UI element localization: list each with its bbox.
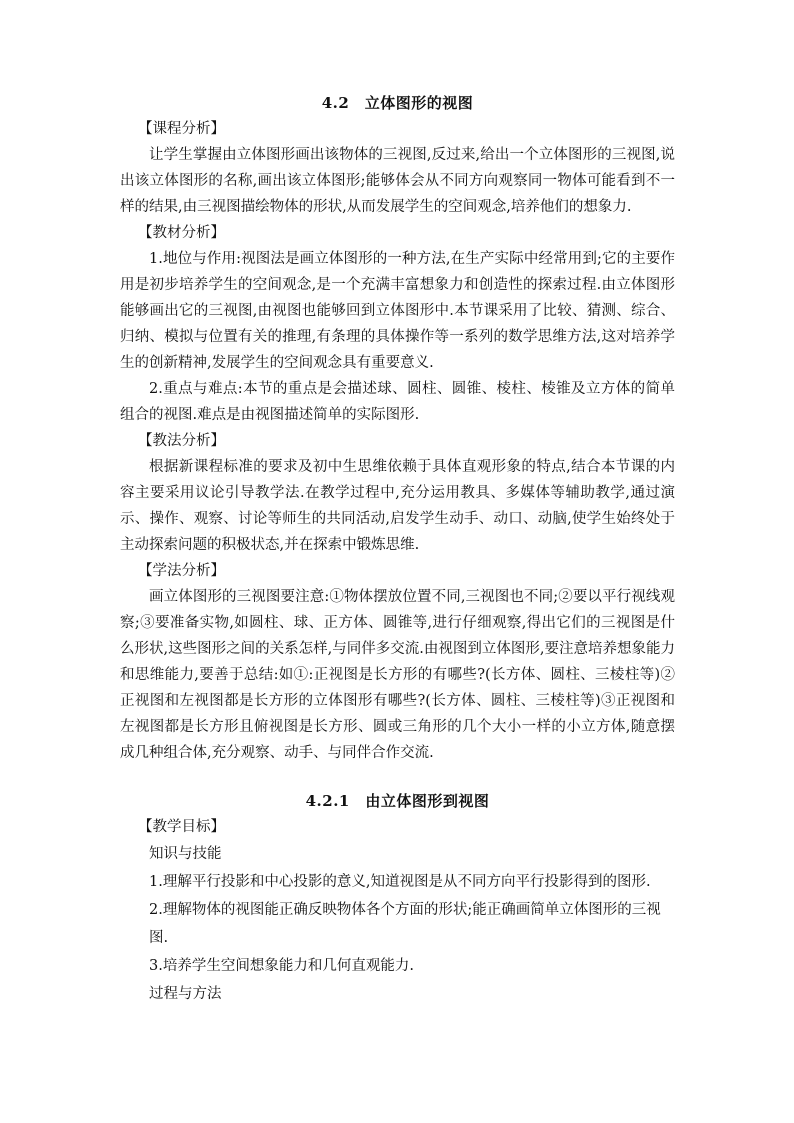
teaching-goals-heading: 【教学目标】 <box>138 819 225 835</box>
subsection-title: 4.2.1 由立体图形到视图 <box>305 792 490 810</box>
textbook-analysis-paragraph-1: 1.地位与作用:视图法是画立体图形的一种方法,在生产实际中经常用到;它的主要作用是初步培养学生的空间观念,是一个充满丰富想象力和创造性的探索过程.由立体图形能够画出它的三视图,由视图也能够回到立体图形中.本节课采用了比较、猜测、综合、归纳、模拟与位置有关的推理,有条理的具体操作等一系列的数学思维方法,这对培养学生的创新精神,发展学生的空间观念具有重要意义. <box>120 251 675 371</box>
course-analysis-text: 让学生掌握由立体图形画出该物体的三视图,反过来,给出一个立体图形的三视图,说出该立体图形的名称,画出该立体图形;能够体会从不同方向观察同一物体可能看到不一样的结果,由三视图描绘物体的形状,从而发展学生的空间观念,培养他们的想象力. <box>120 147 675 215</box>
learning-method-heading: 【学法分析】 <box>138 563 225 579</box>
textbook-analysis-heading: 【教材分析】 <box>138 225 225 241</box>
goal-item-2: 2.理解物体的视图能正确反映物体各个方面的形状;能正确画简单立体图形的三视图. <box>149 902 661 946</box>
textbook-analysis-paragraph-2: 2.重点与难点:本节的重点是会描述球、圆柱、圆锥、棱柱、棱锥及立方体的简单组合的视图.难点是由视图描述简单的实际图形. <box>120 381 675 423</box>
teaching-method-heading: 【教法分析】 <box>138 433 225 449</box>
section-title: 4.2 立体图形的视图 <box>321 94 474 112</box>
process-method-label: 过程与方法 <box>149 986 222 1002</box>
course-analysis-heading: 【课程分析】 <box>138 121 225 137</box>
goal-item-1: 1.理解平行投影和中心投影的意义,知道视图是从不同方向平行投影得到的图形. <box>149 874 651 890</box>
document-content <box>120 92 675 1008</box>
teaching-method-text: 根据新课程标准的要求及初中生思维依赖于具体直观形象的特点,结合本节课的内容主要采用议论引导教学法.在教学过程中,充分运用教具、多媒体等辅助教学,通过演示、操作、观察、讨论等师生的共同活动,启发学生动手、动口、动脑,使学生始终处于主动探索问题的积极状态,并在探索中锻炼思维. <box>120 459 675 553</box>
learning-method-text: 画立体图形的三视图要注意:①物体摆放位置不同,三视图也不同;②要以平行视线观察;③要准备实物,如圆柱、球、正方体、圆锥等,进行仔细观察,得出它们的三视图是什么形状,这些图形之间的关系怎样,与同伴多交流.由视图到立体图形,要注意培养想象能力和思维能力,要善于总结:如①:正视图是长方形的有哪些?(长方体、圆柱、三棱柱等)②正视图和左视图都是长方形的立体图形有哪些?(长方体、圆柱、三棱柱等)③正视图和左视图都是长方形且俯视图是长方形、圆或三角形的几个大小一样的小立方体,随意摆成几种组合体,充分观察、动手、与同伴合作交流. <box>120 589 675 761</box>
goal-item-3: 3.培养学生空间想象能力和几何直观能力. <box>149 958 414 974</box>
knowledge-skills-label: 知识与技能 <box>149 846 222 862</box>
